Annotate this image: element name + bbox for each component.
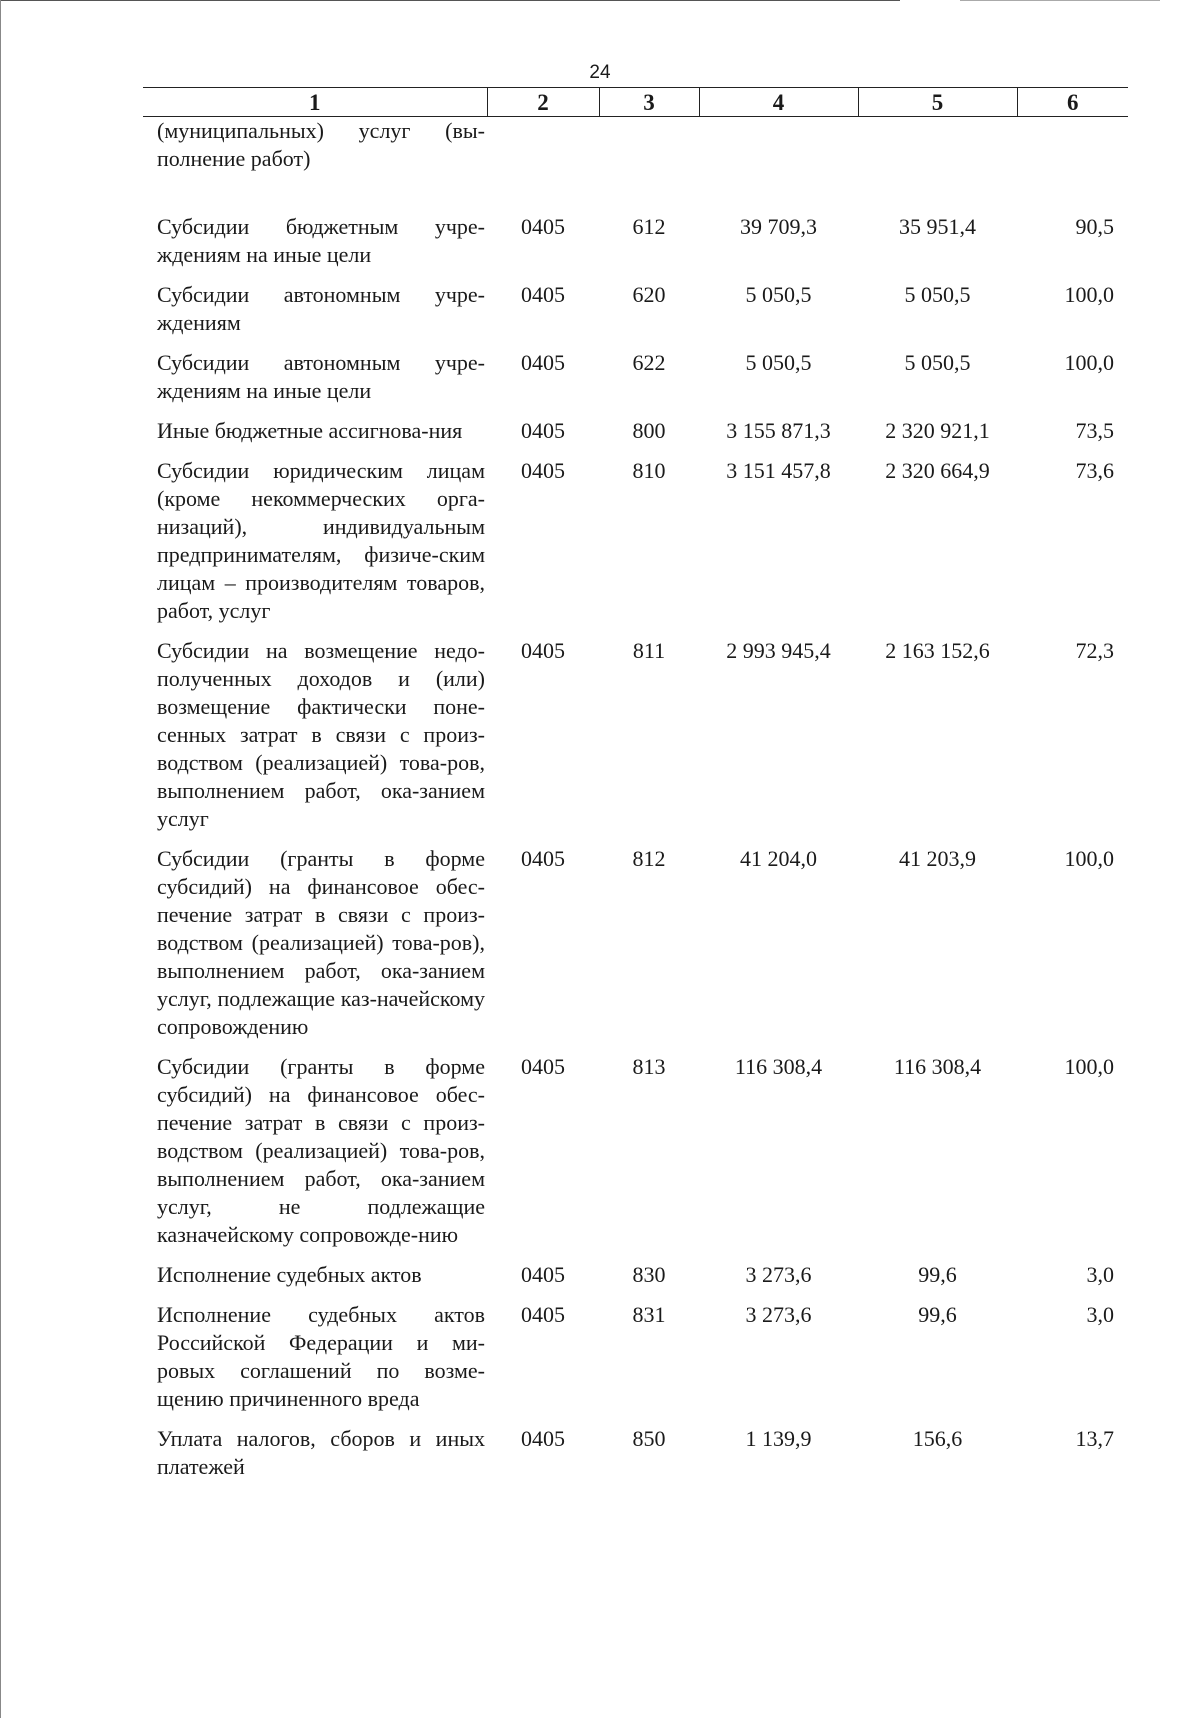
- table-row: [143, 349, 1128, 417]
- row-code: 612: [632, 214, 666, 239]
- header-col-6: 6: [1017, 88, 1128, 117]
- row-code: 813: [632, 1054, 666, 1079]
- table-row: [143, 213, 1128, 281]
- row-section: [487, 117, 599, 214]
- row-section: 0405: [521, 1426, 565, 1451]
- row-code: 811: [632, 638, 666, 663]
- table-row: [143, 1301, 1128, 1425]
- row-plan: 3 151 457,8: [726, 458, 831, 483]
- row-actual: 2 163 152,6: [885, 638, 990, 663]
- row-actual: 99,6: [918, 1262, 957, 1287]
- table-row: [143, 417, 1128, 457]
- row-plan: 2 993 945,4: [726, 638, 831, 663]
- header-col-4: 4: [699, 88, 858, 117]
- row-percent: 90,5: [1075, 214, 1114, 239]
- row-name: Субсидии автономным учре-ждениям: [157, 282, 485, 335]
- row-percent: 72,3: [1075, 638, 1114, 663]
- row-section: 0405: [521, 846, 565, 871]
- row-code: 620: [632, 282, 666, 307]
- table-row: [143, 1053, 1128, 1261]
- row-plan: 1 139,9: [745, 1426, 812, 1451]
- row-section: 0405: [521, 1054, 565, 1079]
- row-name: Субсидии на возмещение недо-полученных доходов и (или) возмещение фактически поне-сенных затрат в связи с произ-водством (реализацией) това-ров, выполнением работ, ока-занием услуг: [157, 638, 485, 831]
- table-row: [143, 281, 1128, 349]
- row-percent: 3,0: [1086, 1262, 1114, 1287]
- row-actual: 5 050,5: [904, 282, 971, 307]
- table-row: [143, 1261, 1128, 1301]
- row-percent: 13,7: [1075, 1426, 1114, 1451]
- row-actual: 2 320 664,9: [885, 458, 990, 483]
- row-section: 0405: [521, 282, 565, 307]
- row-percent: 73,5: [1075, 418, 1114, 443]
- header-col-5: 5: [858, 88, 1017, 117]
- row-plan: 3 273,6: [745, 1302, 812, 1327]
- row-code: 830: [632, 1262, 666, 1287]
- row-percent: 3,0: [1086, 1302, 1114, 1327]
- row-name: Иные бюджетные ассигнова-ния: [157, 418, 463, 443]
- table-row: [143, 117, 1128, 214]
- row-code: 812: [632, 846, 666, 871]
- row-name: Субсидии бюджетным учре-ждениям на иные цели: [157, 214, 485, 267]
- row-name: Уплата налогов, сборов и иных платежей: [157, 1426, 485, 1479]
- scan-edge-top: [0, 0, 900, 1]
- budget-table-container: [143, 87, 1128, 1493]
- row-name: Субсидии (гранты в форме субсидий) на финансовое обес-печение затрат в связи с произ-водством (реализацией) това-ров), выполнением работ, ока-занием услуг, подлежащие каз-начейскому сопровождению: [157, 846, 485, 1039]
- row-percent: 100,0: [1064, 282, 1114, 307]
- header-col-1: 1: [143, 88, 487, 117]
- row-actual: 5 050,5: [904, 350, 971, 375]
- header-row: [143, 88, 1128, 117]
- row-plan: 5 050,5: [745, 350, 812, 375]
- row-actual: 35 951,4: [899, 214, 976, 239]
- row-plan: 3 155 871,3: [726, 418, 831, 443]
- row-section: 0405: [521, 214, 565, 239]
- row-percent: [1017, 117, 1128, 214]
- row-plan: 116 308,4: [734, 1054, 823, 1079]
- scan-edge-top-right: [960, 0, 1160, 1]
- table-row: [143, 845, 1128, 1053]
- row-plan: 39 709,3: [740, 214, 817, 239]
- row-section: 0405: [521, 1262, 565, 1287]
- row-actual: 116 308,4: [893, 1054, 982, 1079]
- row-code: 850: [632, 1426, 666, 1451]
- table-row: [143, 637, 1128, 845]
- page-number: 24: [589, 62, 611, 83]
- row-actual: 2 320 921,1: [885, 418, 990, 443]
- row-name: Субсидии юридическим лицам (кроме некоммерческих орга-низаций), индивидуальным предпринимателям, физиче-ским лицам – производителям товаров, работ, услуг: [157, 458, 485, 623]
- row-plan: 3 273,6: [745, 1262, 812, 1287]
- row-plan: [699, 117, 858, 214]
- row-section: 0405: [521, 350, 565, 375]
- row-percent: 73,6: [1075, 458, 1114, 483]
- row-plan: 41 204,0: [740, 846, 817, 871]
- row-actual: 156,6: [912, 1426, 963, 1451]
- table-row: [143, 1425, 1128, 1493]
- row-plan: 5 050,5: [745, 282, 812, 307]
- row-actual: 99,6: [918, 1302, 957, 1327]
- budget-table: [143, 87, 1128, 1493]
- row-name: Субсидии автономным учре-ждениям на иные цели: [157, 350, 485, 403]
- row-code: [599, 117, 699, 214]
- row-percent: 100,0: [1064, 846, 1114, 871]
- row-name: Субсидии (гранты в форме субсидий) на финансовое обес-печение затрат в связи с произ-водством (реализацией) това-ров, выполнением работ, ока-занием услуг, не подлежащие казначейскому сопровожде-нию: [157, 1054, 485, 1247]
- row-name: Исполнение судебных актов: [157, 1262, 422, 1287]
- row-section: 0405: [521, 1302, 565, 1327]
- row-code: 810: [632, 458, 666, 483]
- row-actual: 41 203,9: [899, 846, 976, 871]
- header-col-3: 3: [599, 88, 699, 117]
- row-section: 0405: [521, 418, 565, 443]
- row-code: 622: [632, 350, 666, 375]
- row-section: 0405: [521, 638, 565, 663]
- row-percent: 100,0: [1064, 350, 1114, 375]
- row-code: 800: [632, 418, 666, 443]
- row-percent: 100,0: [1064, 1054, 1114, 1079]
- header-col-2: 2: [487, 88, 599, 117]
- scan-edge-left: [0, 0, 1, 1718]
- row-name: Исполнение судебных актов Российской Федерации и ми-ровых соглашений по возме-щению причиненного вреда: [157, 1302, 485, 1411]
- row-section: 0405: [521, 458, 565, 483]
- row-actual: [858, 117, 1017, 214]
- row-name: (муниципальных) услуг (вы-полнение работ): [157, 118, 485, 171]
- row-code: 831: [632, 1302, 666, 1327]
- table-row: [143, 457, 1128, 637]
